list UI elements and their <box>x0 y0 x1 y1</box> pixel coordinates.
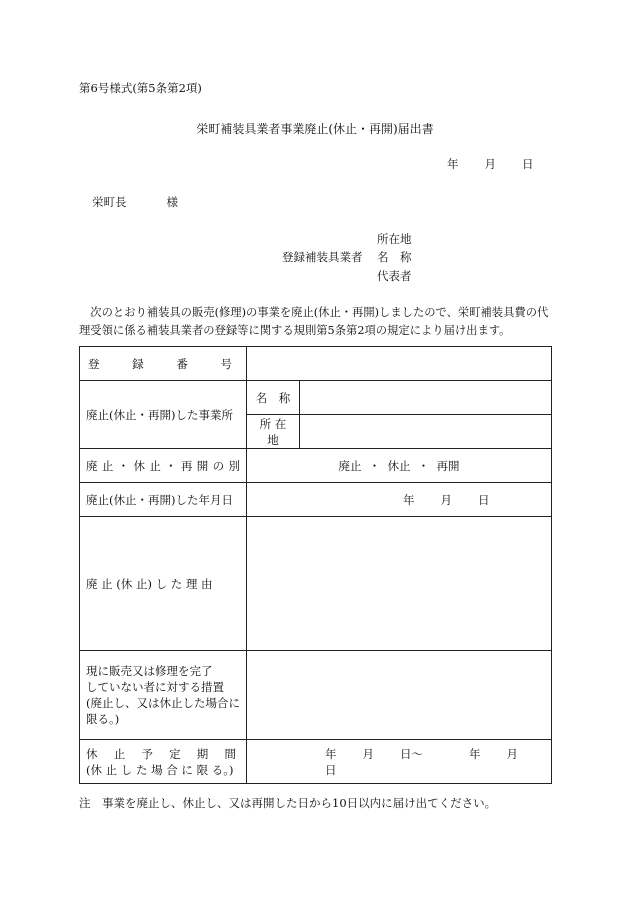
business-name-label: 名 称 <box>247 381 300 415</box>
date-row <box>80 483 552 517</box>
registrant-name-label: 名 称 <box>377 250 412 264</box>
reason-field[interactable] <box>247 517 552 651</box>
period-field[interactable]: 年 月 日〜 年 月日 <box>247 740 552 784</box>
honorific: 様 <box>166 195 178 209</box>
type-label: 廃 止 ・ 休 止 ・ 再 開 の 別 <box>80 449 247 483</box>
notification-table <box>79 346 552 784</box>
registration-number-field[interactable] <box>247 347 552 381</box>
business-location-label: 所 在 地 <box>247 415 300 449</box>
registration-number-row <box>80 347 552 381</box>
option-discontinue[interactable]: 廃止 <box>338 458 362 473</box>
year-unit: 年 <box>447 157 459 171</box>
reason-label: 廃 止 (休 止) し た 理 由 <box>80 517 247 651</box>
period-row <box>80 740 552 784</box>
measures-label: 現に販売又は修理を完了 していない者に対する措置 (廃止し、又は休止した場合に 限る。) <box>80 651 247 740</box>
business-location-field[interactable] <box>300 415 552 449</box>
submission-date <box>447 156 534 172</box>
type-row <box>80 449 552 483</box>
business-name-row <box>80 381 552 415</box>
registrant-location-label: 所在地 <box>377 232 412 246</box>
day-unit: 日 <box>522 157 534 171</box>
footnote: 注 事業を廃止し、休止し、又は再開した日から10日以内に届け出てください。 <box>79 796 497 810</box>
body-text: 次のとおり補装具の販売(修理)の事業を廃止(休止・再開)しましたので、栄町補装具費の代理受領に係る補装具業者の登録等に関する規則第5条第2項の規定により届け出ます。 <box>79 306 549 337</box>
option-suspend[interactable]: 休止 <box>387 458 411 473</box>
measures-row <box>80 651 552 740</box>
date-label: 廃止(休止・再開)した年月日 <box>80 483 247 517</box>
business-label: 廃止(休止・再開)した事業所 <box>80 381 247 449</box>
period-label: 休 止 予 定 期 間 (休 止 し た 場 合 に 限 る。) <box>80 740 247 784</box>
document-title: 栄町補装具業者事業廃止(休止・再開)届出書 <box>196 122 434 136</box>
date-field[interactable]: 年 月 日 <box>247 483 552 517</box>
measures-field[interactable] <box>247 651 552 740</box>
business-name-field[interactable] <box>300 381 552 415</box>
registration-number-label: 登 録 番 号 <box>80 347 247 381</box>
registrant-label: 登録補装具業者 <box>282 250 363 264</box>
addressee-name: 栄町長 <box>92 195 127 209</box>
option-resume[interactable]: 再開 <box>436 458 460 473</box>
month-unit: 月 <box>484 157 496 171</box>
type-options[interactable]: 廃止 ・ 休止 ・ 再開 <box>247 449 552 483</box>
form-number: 第6号様式(第5条第2項) <box>79 81 202 95</box>
addressee <box>92 194 178 210</box>
registrant-rep-label: 代表者 <box>377 269 412 283</box>
reason-row <box>80 517 552 651</box>
